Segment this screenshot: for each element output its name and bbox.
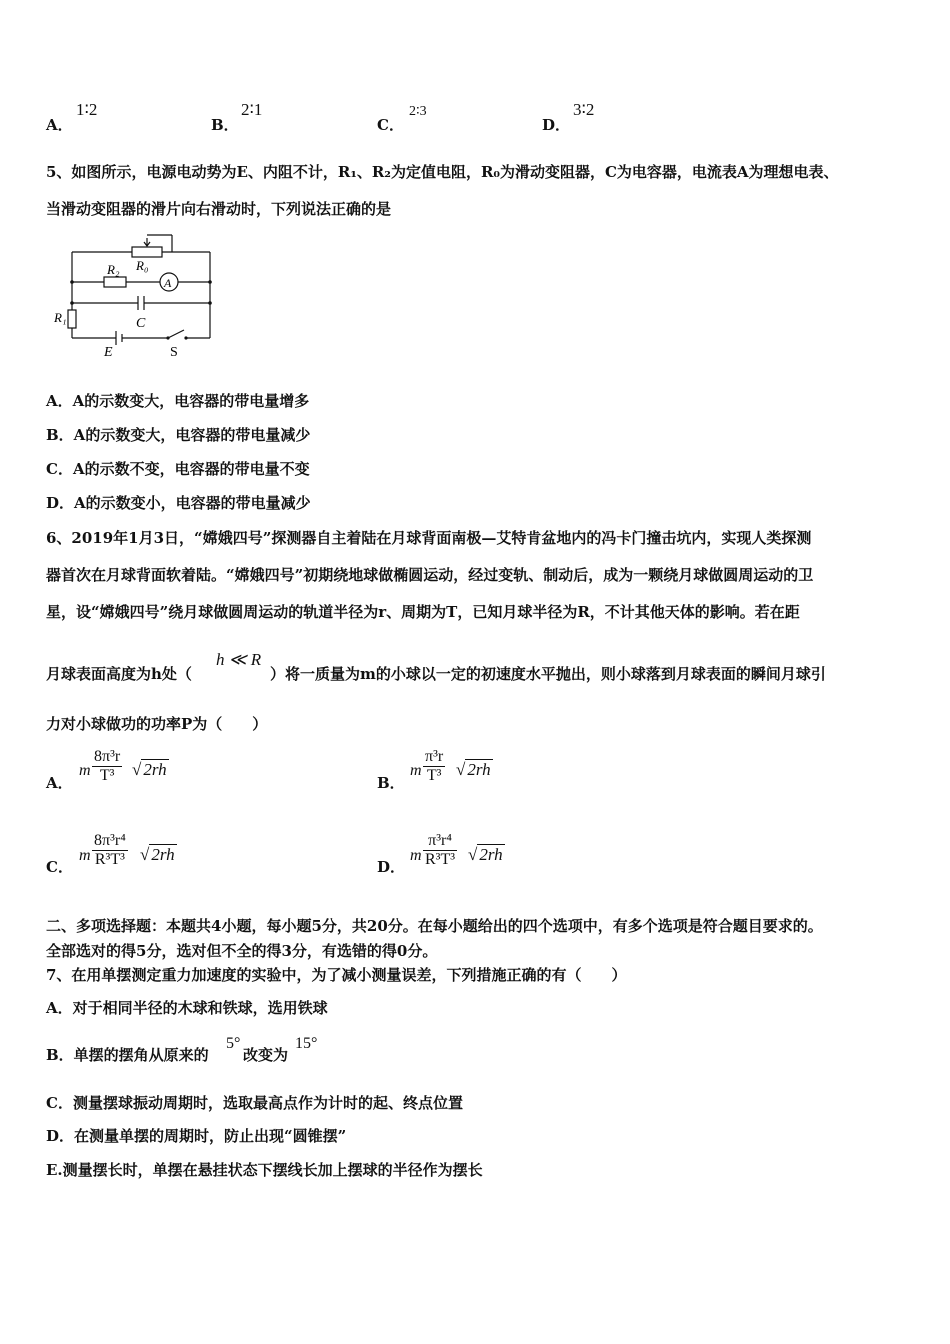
label-r2: R₂: [107, 262, 120, 277]
label-r1: R₁: [54, 310, 67, 325]
q6-option-d-rad-arg: 2rh: [479, 845, 503, 864]
q5-option-a: A．A的示数变大，电容器的带电量增多: [46, 392, 310, 410]
q6-stem-line2: 器首次在月球背面软着陆。“嫦娥四号”初期绕地球做椭圆运动，经过变轨、制动后，成为一颗绕月球做圆周运动的卫: [46, 566, 814, 584]
q6-option-a-num: 8π³r: [94, 748, 121, 765]
q6-option-d-num: π³r⁴: [423, 832, 457, 851]
q6-option-b-m: m: [410, 762, 422, 779]
q7-option-b-angle1: 5°: [226, 1035, 241, 1052]
q6-option-c-letter: C．: [46, 858, 73, 876]
q4-option-d-letter: D．: [542, 116, 571, 134]
section2-line1: 二、多项选择题：本题共4小题，每小题5分，共20分。在每小题给出的四个选项中，有多个选项是符合题目要求的。: [46, 917, 823, 935]
q7-stem: 7、在用单摆测定重力加速度的实验中，为了减小测量误差，下列措施正确的有（ ）: [46, 966, 627, 984]
q6-option-c-num: 8π³r⁴: [94, 832, 126, 849]
q6-option-a-rad-arg: 2rh: [143, 760, 167, 779]
q4-option-c-value: 2∶3: [409, 104, 427, 119]
section2-line2: 全部选对的得5分，选对但不全的得3分，有选错的得0分。: [46, 942, 438, 960]
q5-option-d: D．A的示数变小，电容器的带电量减少: [46, 494, 311, 512]
q6-option-d-letter: D．: [377, 858, 406, 876]
q6-option-a-fraction: [92, 748, 122, 785]
q4-option-c-letter: C．: [377, 116, 404, 134]
q4-option-a-value: 1∶2: [76, 100, 98, 119]
q6-option-b-den: T³: [426, 767, 442, 784]
q5-option-b: B．A的示数变大，电容器的带电量减少: [46, 426, 311, 444]
q7-option-c: C．测量摆球振动周期时，选取最高点作为计时的起、终点位置: [46, 1094, 463, 1112]
q5-stem-line1: 5、如图所示，电源电动势为E、内阻不计，R₁、R₂为定值电阻，R₀为滑动变阻器，C为电容器，电流表A为理想电表、: [46, 163, 839, 181]
q4-option-b-value: 2∶1: [241, 100, 263, 119]
label-ammeter: A: [164, 276, 172, 290]
q6-option-b-num: π³r: [425, 748, 444, 765]
q6-option-d-den: R³T³: [425, 851, 456, 868]
q7-option-a: A．对于相同半径的木球和铁球，选用铁球: [46, 999, 328, 1017]
q6-option-d-fraction: [423, 832, 457, 869]
q7-option-b-angle2: 15°: [295, 1035, 318, 1052]
label-e: E: [104, 345, 113, 360]
q5-stem-line2: 当滑动变阻器的滑片向右滑动时，下列说法正确的是: [46, 200, 392, 218]
q6-option-a-den: T³: [99, 767, 115, 784]
q6-stem-line3: 星，设“嫦娥四号”绕月球做圆周运动的轨道半径为r、周期为T，已知月球半径为R，不计其他天体的影响。若在距: [46, 603, 800, 621]
q6-stem-line1: 6、2019年1月3日，“嫦娥四号”探测器自主着陆在月球背面南极—艾特肯盆地内的冯卡门撞击坑内，实现人类探测: [46, 529, 812, 547]
label-s: S: [170, 345, 178, 360]
q6-stem-line4-post: ）将一质量为m的小球以一定的初速度水平抛出，则小球落到月球表面的瞬间月球引: [270, 665, 826, 683]
q6-option-b-radical: √ 2rh: [456, 760, 491, 779]
q7-option-b-pre: B．单摆的摆角从原来的: [46, 1046, 209, 1064]
q6-option-d-radical: √ 2rh: [468, 845, 503, 864]
q6-option-a-radical: √ 2rh: [132, 760, 167, 779]
q6-option-b-fraction: [423, 748, 445, 785]
q6-option-c-m: m: [79, 847, 91, 864]
q4-option-a-letter: A．: [46, 116, 73, 134]
q5-option-c: C．A的示数不变，电容器的带电量不变: [46, 460, 310, 478]
label-r0: R₀: [136, 258, 149, 273]
q6-option-c-rad-arg: 2rh: [151, 845, 175, 864]
q6-option-c-radical: √ 2rh: [140, 845, 175, 864]
circuit-diagram: [52, 230, 217, 360]
q6-option-c-den: R³T³: [94, 851, 125, 868]
q4-option-d-value: 3∶2: [573, 100, 595, 119]
label-c: C: [136, 316, 146, 331]
q6-option-a-m: m: [79, 762, 91, 779]
q7-option-d: D．在测量单摆的周期时，防止出现“圆锥摆”: [46, 1127, 347, 1145]
q6-option-a-letter: A．: [46, 774, 73, 792]
q4-option-b-letter: B．: [211, 116, 239, 134]
q6-option-b-letter: B．: [377, 774, 405, 792]
q6-option-b-rad-arg: 2rh: [467, 760, 491, 779]
q6-stem-line5: 力对小球做功的功率P为（ ）: [46, 715, 268, 733]
q6-option-c-fraction: [92, 832, 128, 869]
q7-option-e: E.测量摆长时，单摆在悬挂状态下摆线长加上摆球的半径作为摆长: [46, 1161, 483, 1179]
q6-condition-math: h ≪ R: [216, 650, 262, 669]
q6-option-d-m: m: [410, 847, 422, 864]
q7-option-b-mid: 改变为: [243, 1046, 289, 1064]
q6-stem-line4-pre: 月球表面高度为h处（: [46, 665, 192, 683]
